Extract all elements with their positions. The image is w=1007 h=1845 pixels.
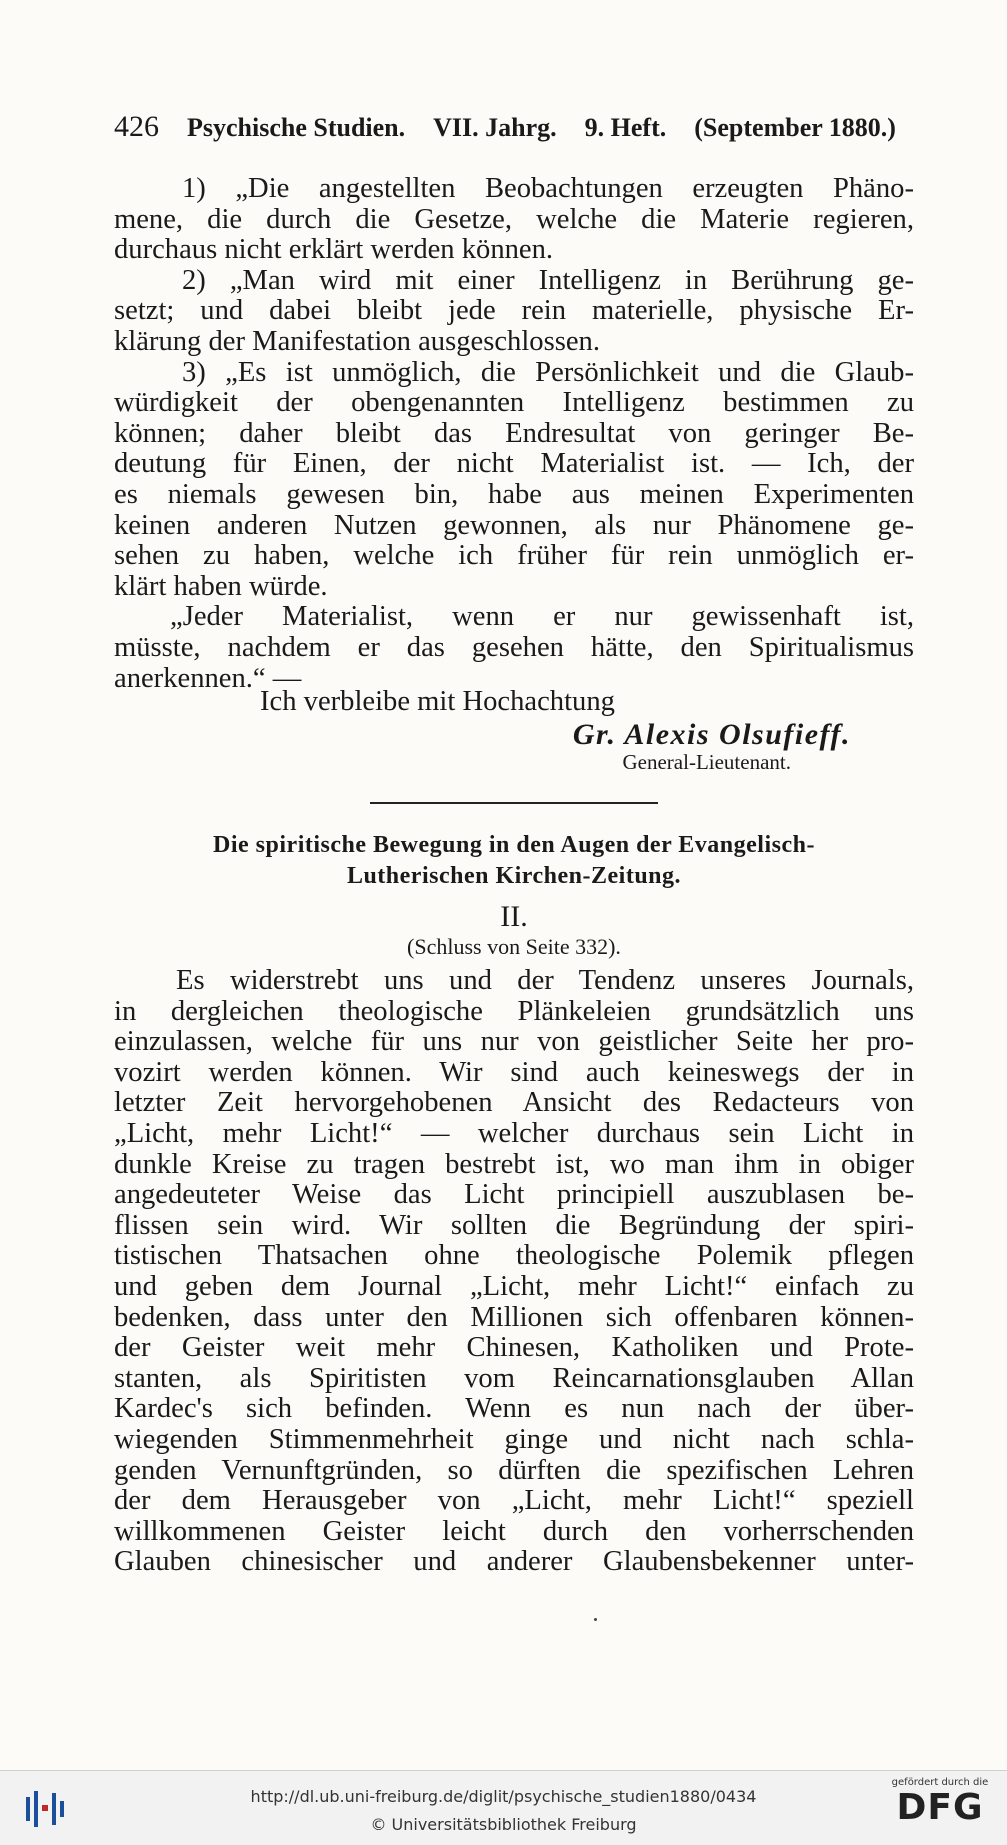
text-line: können; daher bleibt das Endresultat von geringer Be- — [114, 417, 914, 449]
article-part-number: II. — [500, 900, 528, 933]
journal-title: Psychische Studien. — [187, 113, 406, 142]
text-line: anerkennen.“ — — [114, 662, 302, 694]
text-line: deutung für Einen, der nicht Materialist ist. — Ich, der — [114, 448, 914, 480]
text-line: und geben dem Journal „Licht, mehr Licht!“ einfach zu — [114, 1270, 914, 1302]
text-line: klärt haben würde. — [114, 570, 328, 602]
text-line: Es widerstrebt uns und der Tendenz unseres Journals, — [176, 965, 914, 996]
sponsor-name: DFG — [896, 1787, 984, 1828]
issue-date: (September 1880.) — [694, 113, 896, 142]
volume-label: VII. Jahrg. — [433, 113, 557, 142]
text-line: wiegenden Stimmenmehrheit ginge und nicht nach schla- — [114, 1423, 914, 1455]
text-line: klärung der Manifestation ausgeschlossen. — [114, 325, 600, 357]
article-subtitle: (Schluss von Seite 332). — [407, 934, 621, 959]
text-line: 3) „Es ist unmöglich, die Persönlichkeit und die Glaub- — [182, 356, 914, 388]
text-line: der dem Herausgeber von „Licht, mehr Licht!“ speziell — [114, 1485, 914, 1517]
text-line: sehen zu haben, welche ich früher für rein unmöglich er- — [114, 540, 914, 572]
article-title — [114, 830, 914, 892]
text-line: dunkle Kreise zu tragen bestrebt ist, wo man ihm in obiger — [114, 1148, 914, 1180]
text-line: Glauben chinesischer und anderer Glaubensbekenner unter- — [114, 1546, 914, 1578]
text-line: es niemals gewesen bin, habe aus meinen Experimenten — [114, 478, 914, 510]
text-line: einzulassen, welche für uns nur von geistlicher Seite her pro- — [114, 1026, 914, 1058]
text-line: tistischen Thatsachen ohne theologische Polemik pflegen — [114, 1240, 914, 1272]
text-line: bedenken, dass unter den Millionen sich offenbaren können- — [114, 1301, 914, 1333]
dfg-logo[interactable] — [885, 1777, 995, 1828]
text-line: letzter Zeit hervorgehobenen Ansicht des Redacteurs von — [114, 1087, 914, 1119]
running-header — [114, 110, 896, 144]
document-url-link[interactable]: http://dl.ub.uni-freiburg.de/diglit/psychische_studien1880/0434 — [250, 1787, 757, 1806]
text-line: genden Vernunftgründen, so dürften die spezifischen Lehren — [114, 1454, 914, 1486]
issue-label: 9. Heft. — [584, 113, 667, 142]
text-line: in dergleichen theologische Plänkeleien grundsätzlich uns — [114, 995, 914, 1027]
text-line: 2) „Man wird mit einer Intelligenz in Berührung ge- — [182, 264, 914, 296]
article-title-line: Die spiritische Bewegung in den Augen der Evangelisch- — [213, 832, 815, 858]
sponsor-label: gefördert durch die — [891, 1777, 989, 1788]
text-line: würdigkeit der obengenannten Intelligenz bestimmen zu — [114, 387, 914, 419]
text-line: „Licht, mehr Licht!“ — welcher durchaus sein Licht in — [114, 1117, 914, 1149]
section-divider — [370, 802, 658, 804]
text-line: müsste, nachdem er das gesehen hätte, den Spiritualismus — [114, 631, 914, 663]
text-line: angedeuteter Weise das Licht principiell auszublasen be- — [114, 1179, 914, 1211]
scan-speck — [594, 1618, 597, 1621]
article-title-line: Lutherischen Kirchen-Zeitung. — [346, 863, 682, 889]
article-body — [114, 966, 914, 1578]
text-line: durchaus nicht erklärt werden können. — [114, 234, 554, 266]
signatory-rank: General-Lieutenant. — [622, 750, 791, 774]
viewer-footer — [0, 1770, 1007, 1845]
letter-signature: Gr. Alexis Olsufieff. — [572, 718, 851, 751]
text-line: setzt; und dabei bleibt jede rein materielle, physische Er- — [114, 295, 914, 327]
text-line: keinen anderen Nutzen gewonnen, als nur Phänomene ge- — [114, 509, 914, 541]
text-line: „Jeder Materialist, wenn er nur gewissenhaft ist, — [170, 601, 914, 633]
text-line: Kardec's sich befinden. Wenn es nun nach der über- — [114, 1393, 914, 1425]
page-number: 426 — [114, 110, 159, 143]
text-line: stanten, als Spiritisten vom Reincarnationsglauben Allan — [114, 1362, 914, 1394]
text-line: 1) „Die angestellten Beobachtungen erzeugten Phäno- — [182, 173, 914, 204]
letter-closing: Ich verbleibe mit Hochachtung — [260, 686, 615, 717]
text-line: mene, die durch die Gesetze, welche die Materie regieren, — [114, 203, 914, 235]
text-line: vozirt werden können. Wir sind auch keineswegs der in — [114, 1056, 914, 1088]
text-line: willkommenen Geister leicht durch den vorherrschenden — [114, 1515, 914, 1547]
text-line: der Geister weit mehr Chinesen, Katholiken und Prote- — [114, 1332, 914, 1364]
copyright-notice: © Universitätsbibliothek Freiburg — [370, 1815, 637, 1834]
text-line: flissen sein wird. Wir sollten die Begründung der spiri- — [114, 1209, 914, 1241]
letter-body — [114, 174, 914, 694]
